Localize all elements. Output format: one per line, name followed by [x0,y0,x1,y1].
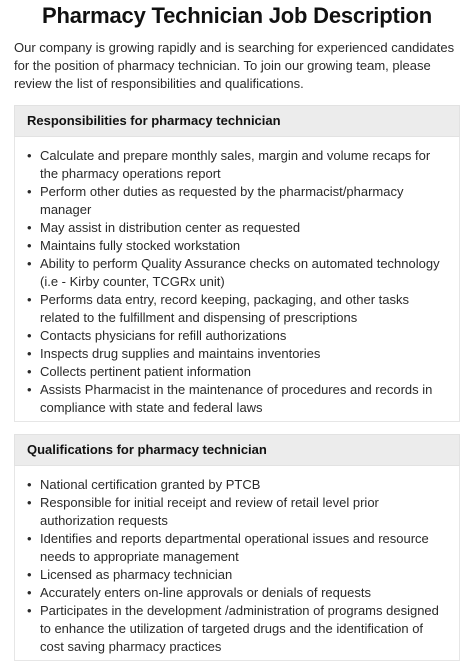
list-item [25,255,449,291]
bullet-icon: • [27,585,32,600]
list-item [25,530,449,566]
list-item-text: Licensed as pharmacy technician [40,567,233,582]
list-item [25,237,449,255]
bullet-icon: • [27,382,32,397]
qualifications-section [14,466,460,661]
list-item-text: Contacts physicians for refill authorizations [40,328,287,343]
list-item [25,602,449,656]
qualifications-heading: Qualifications for pharmacy technician [14,434,460,466]
list-item [25,381,449,417]
bullet-icon: • [27,603,32,618]
bullet-icon: • [27,184,32,199]
bullet-icon: • [27,238,32,253]
list-item-text: Assists Pharmacist in the maintenance of procedures and records in compliance with state and federal laws [40,382,433,415]
bullet-icon: • [27,256,32,271]
list-item [25,327,449,345]
responsibilities-heading: Responsibilities for pharmacy technician [14,105,460,137]
list-item [25,494,449,530]
list-item-text: Perform other duties as requested by the pharmacist/pharmacy manager [40,184,404,217]
responsibilities-list [25,147,449,417]
page-title: Pharmacy Technician Job Description [42,3,432,28]
list-item-text: Participates in the development /administration of programs designed to enhance the utilization of targeted drugs and the identification of cost saving pharmacy practices [40,603,439,654]
list-item-text: Collects pertinent patient information [40,364,252,379]
list-item [25,219,449,237]
list-item [25,345,449,363]
bullet-icon: • [27,346,32,361]
bullet-icon: • [27,495,32,510]
bullet-icon: • [27,531,32,546]
list-item [25,183,449,219]
list-item [25,584,449,602]
list-item [25,363,449,381]
list-item-text: Calculate and prepare monthly sales, margin and volume recaps for the pharmacy operations report [40,148,431,181]
list-item-text: Responsible for initial receipt and review of retail level prior authorization requests [40,495,379,528]
bullet-icon: • [27,220,32,235]
bullet-icon: • [27,567,32,582]
responsibilities-section [14,137,460,422]
list-item [25,291,449,327]
bullet-icon: • [27,328,32,343]
list-item-text: National certification granted by PTCB [40,477,261,492]
list-item-text: Ability to perform Quality Assurance checks on automated technology (i.e - Kirby counter, TCGRx unit) [40,256,440,289]
list-item [25,476,449,494]
list-item-text: Identifies and reports departmental operational issues and resource needs to appropriate management [40,531,429,564]
list-item [25,566,449,584]
list-item-text: May assist in distribution center as requested [40,220,301,235]
bullet-icon: • [27,364,32,379]
list-item-text: Accurately enters on-line approvals or denials of requests [40,585,371,600]
list-item-text: Performs data entry, record keeping, packaging, and other tasks related to the fulfillment and dispensing of prescriptions [40,292,410,325]
bullet-icon: • [27,292,32,307]
bullet-icon: • [27,148,32,163]
list-item-text: Maintains fully stocked workstation [40,238,241,253]
bullet-icon: • [27,477,32,492]
intro-paragraph: Our company is growing rapidly and is searching for experienced candidates for the position of pharmacy technician. To join our growing team, please review the list of responsibilities and qualifications. [14,40,455,91]
list-item [25,147,449,183]
qualifications-list [25,476,449,656]
list-item-text: Inspects drug supplies and maintains inventories [40,346,321,361]
